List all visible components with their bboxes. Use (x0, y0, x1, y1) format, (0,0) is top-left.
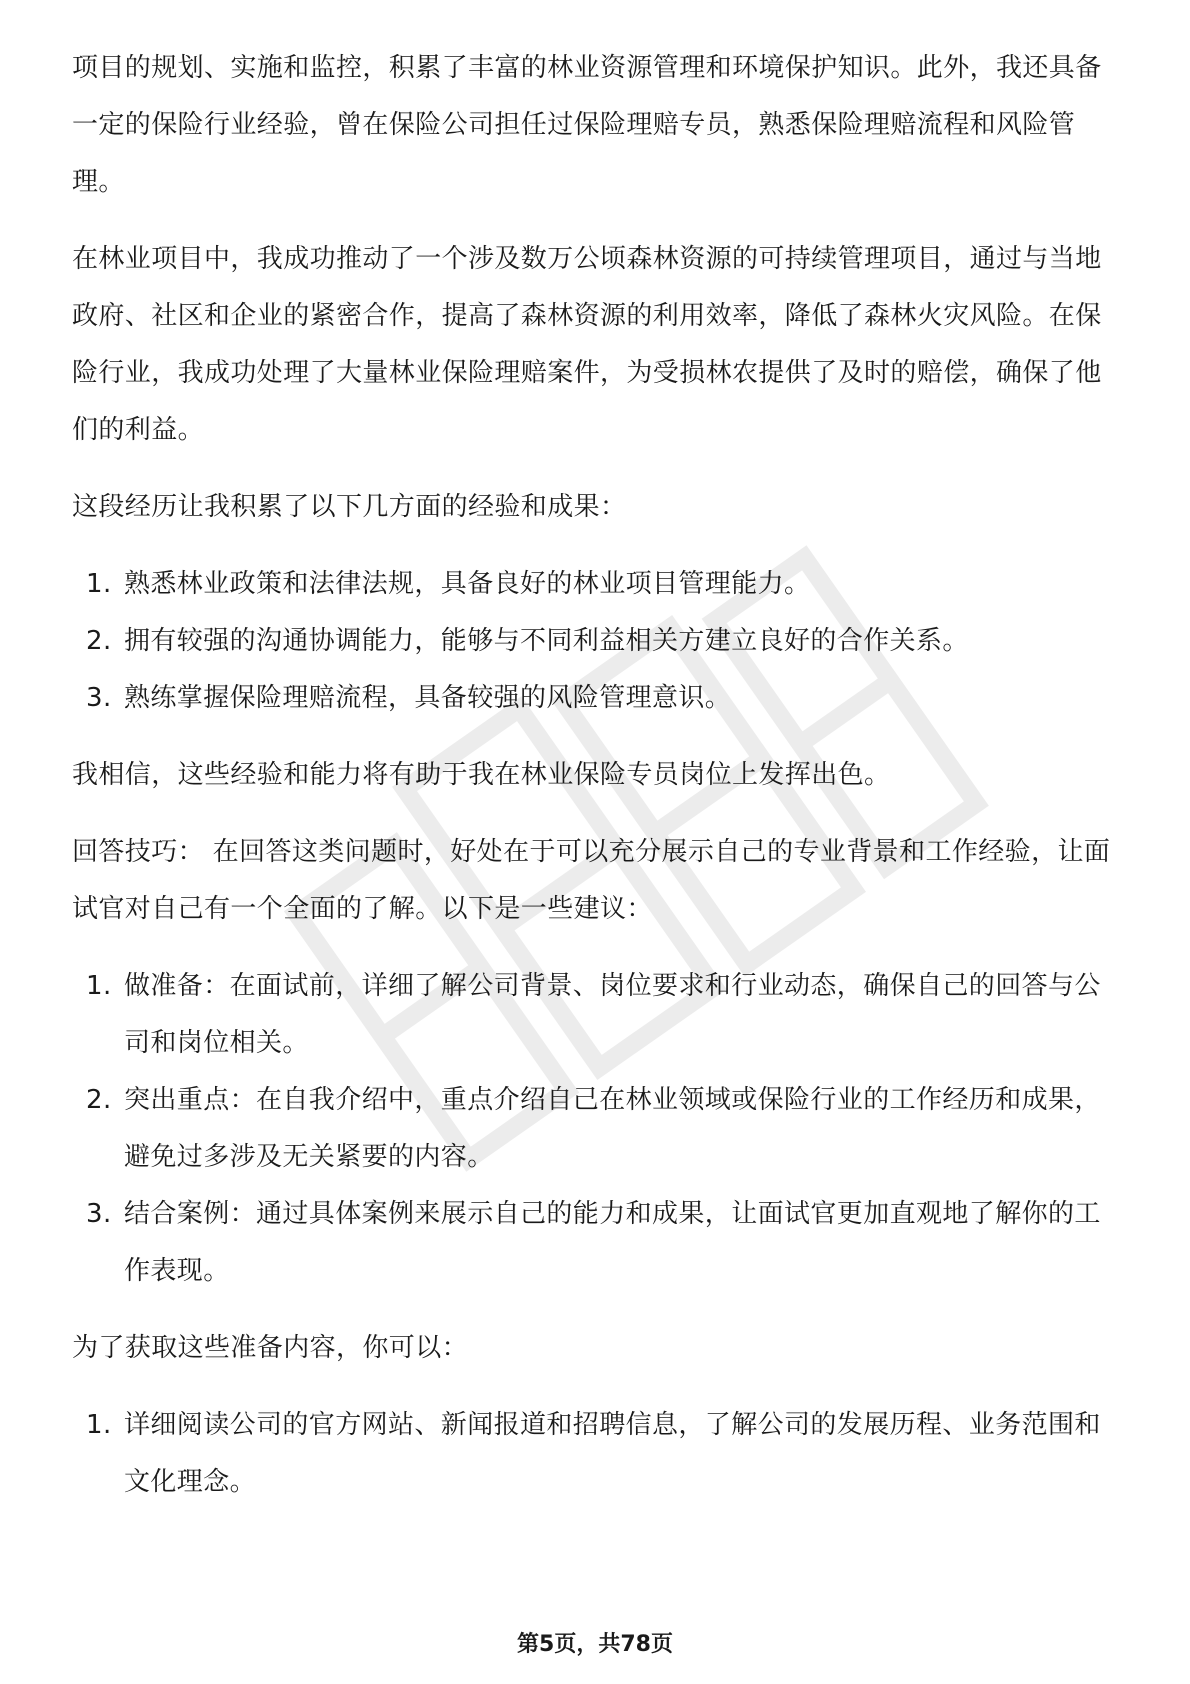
list-item-text: 详细阅读公司的官方网站、新闻报道和招聘信息，了解公司的发展历程、业务范围和文化理念。 (124, 1410, 1101, 1497)
list-number: 3. (86, 1199, 112, 1229)
list-number: 1. (86, 971, 112, 1001)
list-number: 1. (86, 569, 112, 599)
paragraph-project-achievements: 在林业项目中，我成功推动了一个涉及数万公顷森林资源的可持续管理项目，通过与当地政府、社区和企业的紧密合作，提高了森林资源的利用效率，降低了森林火灾风险。在保险行业，我成功处理了大量林业保险理赔案件，为受损林农提供了及时的赔偿，确保了他们的利益。 (72, 244, 1102, 445)
list-item-text: 突出重点：在自我介绍中，重点介绍自己在林业领域或保险行业的工作经历和成果，避免过多涉及无关紧要的内容。 (124, 1085, 1101, 1172)
list-number: 1. (86, 1410, 112, 1440)
list-item (72, 958, 1120, 1072)
list-item (72, 1072, 1120, 1186)
paragraph-preparation: 为了获取这些准备内容，你可以： (72, 1333, 469, 1363)
preparation-list (72, 1397, 1120, 1511)
page-footer: 第5页，共78页 (517, 1632, 673, 1657)
experience-list (72, 556, 1120, 727)
paragraph-experience-intro: 项目的规划、实施和监控，积累了丰富的林业资源管理和环境保护知识。此外，我还具备一定的保险行业经验，曾在保险公司担任过保险理赔专员，熟悉保险理赔流程和风险管理。 (72, 53, 1102, 197)
list-item (72, 1397, 1120, 1511)
list-number: 2. (86, 1085, 112, 1115)
list-item-text: 拥有较强的沟通协调能力，能够与不同利益相关方建立良好的合作关系。 (124, 626, 969, 656)
paragraph-experience-summary: 这段经历让我积累了以下几方面的经验和成果： (72, 492, 627, 522)
list-item (72, 670, 1120, 727)
list-number: 2. (86, 626, 112, 656)
list-item-text: 做准备：在面试前，详细了解公司背景、岗位要求和行业动态，确保自己的回答与公司和岗位相关。 (124, 971, 1101, 1058)
list-item (72, 556, 1120, 613)
list-number: 3. (86, 683, 112, 713)
tips-list (72, 958, 1120, 1300)
list-item-text: 熟练掌握保险理赔流程，具备较强的风险管理意识。 (124, 683, 732, 713)
paragraph-belief: 我相信，这些经验和能力将有助于我在林业保险专员岗位上发挥出色。 (72, 760, 891, 790)
list-item-text: 结合案例：通过具体案例来展示自己的能力和成果，让面试官更加直观地了解你的工作表现。 (124, 1199, 1101, 1286)
paragraph-answer-tips: 回答技巧： 在回答这类问题时，好处在于可以充分展示自己的专业背景和工作经验，让面试官对自己有一个全面的了解。以下是一些建议： (72, 837, 1111, 924)
list-item (72, 613, 1120, 670)
list-item-text: 熟悉林业政策和法律法规，具备良好的林业项目管理能力。 (124, 569, 811, 599)
list-item (72, 1186, 1120, 1300)
